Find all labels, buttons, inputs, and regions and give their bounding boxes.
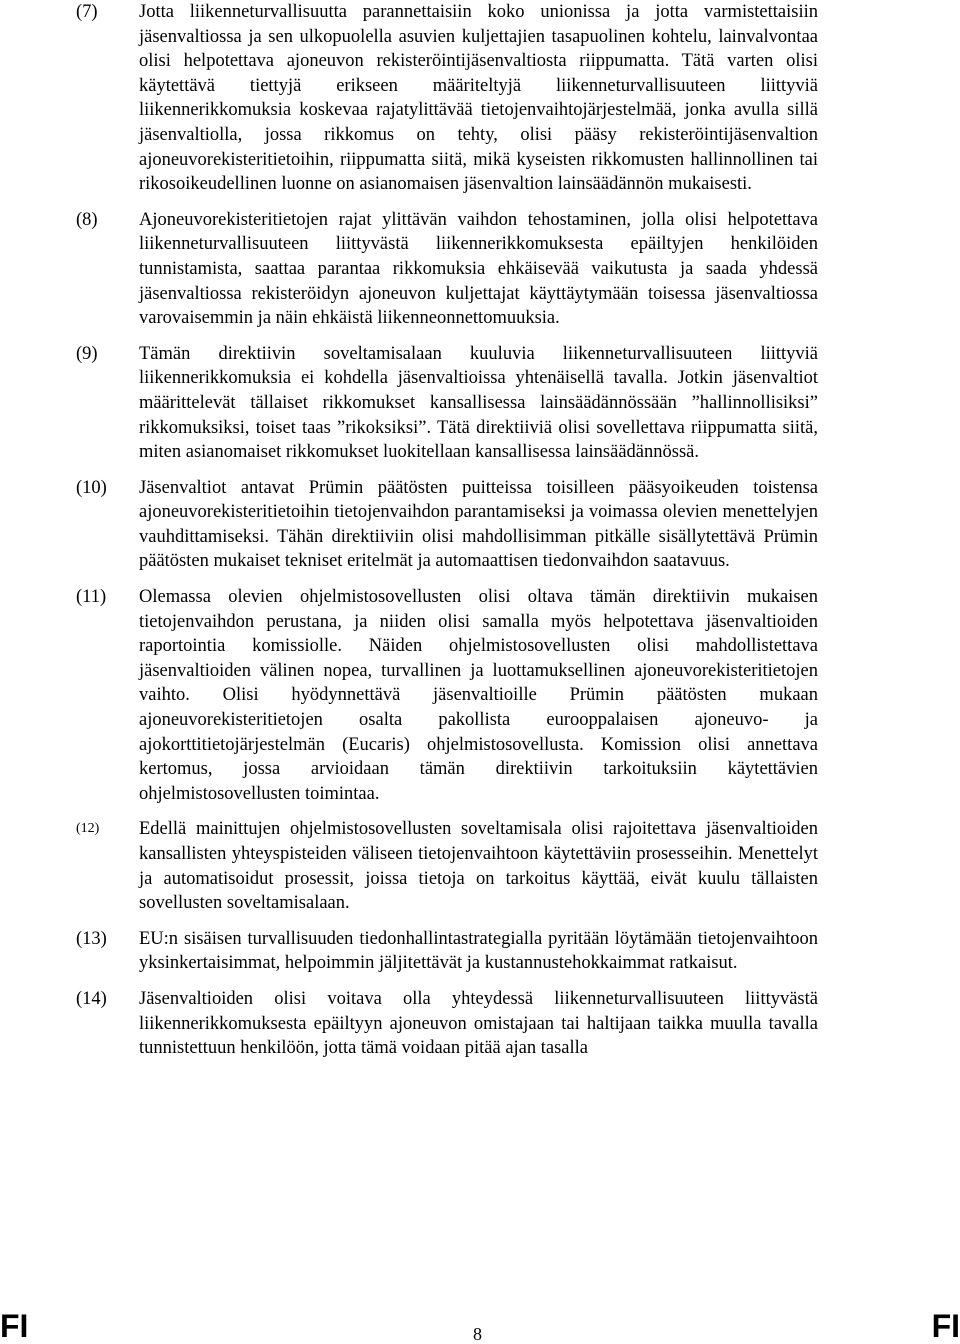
recital-text: Jotta liikenneturvallisuutta parannettaisiin koko unionissa ja jotta varmistettaisiin jäsenvaltiossa ja sen ulkopuolella asuvien kuljettajien tasapuolinen kohtelu, lainvalvontaa olisi helpotettava ajoneuvon rekisteröintijäsenvaltiosta riippumatta. Tätä varten olisi käytettävä tiettyjä erikseen määriteltyjä liikenneturvallisuuteen liittyviä liikennerikkomuksia koskevaa rajatylittävää tietojenvaihtojärjestelmää, jonka avulla sillä jäsenvaltiolla, jossa rikkomus on tehty, olisi pääsy rekisteröintijäsenvaltion ajoneuvorekisteritietoihin, riippumatta siitä, mikä kyseisten rikkomusten hallinnollinen tai rikosoikeudellinen luonne on asianomaisen jäsenvaltion lainsäädännön mukaisesti. <box>139 2 818 195</box>
recital-text: Tämän direktiivin soveltamisalaan kuuluvia liikenneturvallisuuteen liittyviä liikennerikkomuksia ei kohdella jäsenvaltioissa yhtenäisellä tavalla. Jotkin jäsenvaltiot määrittelevät tällaiset rikkomukset kansallisessa lainsäädännössään ”hallinnollisiksi” rikkomuksiksi, toiset taas ”rikoksiksi”. Tätä direktiiviä olisi sovellettava riippumatta siitä, miten asianomaiset rikkomukset luokitellaan kansallisessa lainsäädännössä. <box>139 343 818 463</box>
recital-number: (10) <box>76 477 107 498</box>
recital-text: Jäsenvaltioiden olisi voitava olla yhteydessä liikenneturvallisuuteen liittyvästä liikennerikkomuksesta epäiltyyn ajoneuvon omistajaan tai haltijaan taikka muulla tavalla tunnistettuun henkilöön, jotta tämä voidaan pitää ajan tasalla <box>139 988 818 1059</box>
recital-13 <box>76 927 818 976</box>
recital-text: Jäsenvaltiot antavat Prümin päätösten puitteissa toisilleen pääsyoikeuden toistensa ajoneuvorekisteritietoihin tietojenvaihdon parantamiseksi ja voimassa olevien menettelyjen vauhdittamiseksi. Tähän direktiiviin olisi mahdollisimman pitkälle sisällytettävä Prümin päätösten mukaiset tekniset eritelmät ja automaattisen tiedonvaihdon saatavuus. <box>139 477 818 572</box>
recital-number: (13) <box>76 928 107 949</box>
document-body <box>76 0 818 1072</box>
footer-language-left: FI <box>0 1308 29 1344</box>
recital-11 <box>76 585 818 806</box>
recital-9 <box>76 342 818 465</box>
recital-number: (11) <box>76 587 107 608</box>
recital-number: (9) <box>76 343 98 364</box>
page-number: 8 <box>473 1324 482 1344</box>
recital-8 <box>76 208 818 331</box>
recital-text: Ajoneuvorekisteritietojen rajat ylittävän vaihdon tehostaminen, jolla olisi helpotettava liikenneturvallisuuteen liittyvästä liikennerikkomuksesta epäiltyjen henkilöiden tunnistamista, saattaa parantaa rikkomuksia ehkäisevää vaikutusta ja saada yhdessä jäsenvaltiossa rekisteröidyn ajoneuvon kuljettajat käyttäytymään toisessa jäsenvaltiossa varovaisemmin ja näin ehkäistä liikenneonnettomuuksia. <box>139 209 818 329</box>
footer-language-right: FI <box>931 1308 960 1344</box>
recital-number: (8) <box>76 209 98 230</box>
recital-7 <box>76 0 818 197</box>
recital-14 <box>76 987 818 1061</box>
recital-text: EU:n sisäisen turvallisuuden tiedonhallintastrategialla pyritään löytämään tietojenvaihtoon yksinkertaisimmat, helpoimmin jäljitettävät ja kustannustehokkaimmat ratkaisut. <box>139 928 818 974</box>
recital-text: Olemassa olevien ohjelmistosovellusten olisi oltava tämän direktiivin mukaisen tietojenvaihdon perustana, ja niiden olisi samalla myös helpotettava jäsenvaltioiden raportointia komissiolle. Näiden ohjelmistosovellusten olisi mahdollistettava jäsenvaltioiden välinen nopea, turvallinen ja luottamuksellinen ajoneuvorekisteritietojen vaihto. Olisi hyödynnettävä jäsenvaltioille Prümin päätösten mukaan ajoneuvorekisteritietojen osalta pakollista eurooppalaisen ajoneuvo- ja ajokorttitietojärjestelmän (Eucaris) ohjelmistosovellusta. Komission olisi annettava kertomus, jossa arvioidaan tämän direktiivin tarkoituksiin käytettävien ohjelmistosovellusten toimintaa. <box>139 587 818 804</box>
recital-number: (7) <box>76 2 98 22</box>
recital-text: Edellä mainittujen ohjelmistosovellusten soveltamisala olisi rajoitettava jäsenvaltioiden kansallisten yhteyspisteiden väliseen tietojenvaihtoon käytettäviin prosesseihin. Menettelyt ja automatisoidut prosessit, joissa tietoja on tarkoitus käyttää, eivät kuulu tällaisten sovellusten soveltamisalaan. <box>139 819 818 914</box>
recital-12 <box>76 817 818 915</box>
recital-number: (12) <box>76 821 100 837</box>
recital-10 <box>76 476 818 574</box>
recital-number: (14) <box>76 988 107 1009</box>
